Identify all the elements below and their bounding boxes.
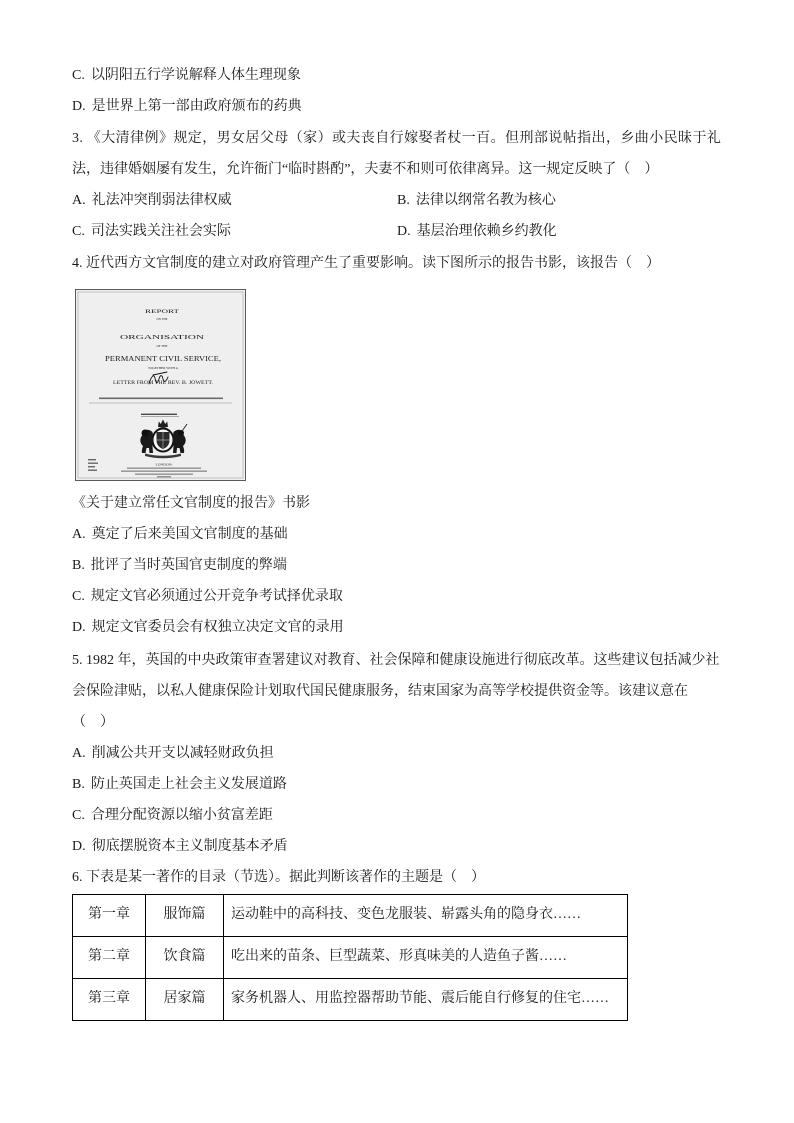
option-label: D. (72, 99, 86, 114)
question-2-options (72, 60, 722, 122)
section-cell: 饮食篇 (146, 936, 224, 978)
option-c (72, 581, 722, 612)
illegible-print-line (127, 468, 201, 469)
question-6 (72, 862, 722, 1021)
answer-blank: （ ） (72, 714, 114, 730)
option-b (72, 769, 722, 800)
table-row (73, 894, 628, 936)
option-text: 削减公共开支以减轻财政负担 (91, 745, 274, 761)
section-cell: 居家篇 (146, 978, 224, 1020)
lion-mane (142, 430, 149, 437)
option-label: B. (72, 557, 85, 573)
question-3 (72, 123, 722, 247)
question-5 (72, 645, 722, 862)
option-label: C. (72, 68, 85, 83)
question-stem-text: 下表是某一著作的目录（节选）。据此判断该著作的主题是（ ） (86, 870, 485, 885)
illegible-print-line (135, 474, 193, 475)
cover-word-report: REPORT (145, 309, 181, 315)
option-c (72, 60, 722, 91)
question-number: 4. (72, 256, 83, 271)
page-content (72, 60, 722, 1021)
unicorn-head (178, 430, 184, 436)
option-label: A. (72, 193, 86, 208)
illegible-print-line (121, 471, 207, 472)
question-stem-text: 近代西方文官制度的建立对政府管理产生了重要影响。读下图所示的报告书影，该报告（ ） (86, 256, 660, 271)
option-text: 司法实践关注社会实际 (90, 224, 231, 239)
question-stem-line (72, 123, 722, 154)
cover-word-together: TOGETHER WITH A (148, 366, 179, 370)
illegible-print-line (141, 414, 177, 415)
figure-caption: 《关于建立常任文官制度的报告》书影 (72, 495, 310, 511)
contents-cell: 家务机器人、用监控器帮助节能、震后能自行修复的住宅…… (224, 978, 628, 1020)
option-label: D. (72, 619, 86, 635)
question-stem-text: 会保险津贴，以私人健康保险计划取代国民健康服务，结束国家为高等学校提供资金等。该建议意在 (72, 683, 688, 699)
option-text: 礼法冲突削弱法律权威 (91, 193, 232, 208)
question-stem-line (72, 707, 722, 738)
chapter-cell: 第二章 (73, 936, 146, 978)
option-label: B. (72, 776, 85, 792)
option-a (72, 519, 722, 550)
option-b (397, 185, 722, 216)
report-cover-image (75, 289, 246, 481)
option-row (72, 185, 722, 216)
question-stem-text: 《大清律例》规定，男女居父母（家）或夫丧自行嫁娶者杖一百。但刑部说帖指出，乡曲小民昧于礼 (86, 131, 722, 146)
option-text: 以阴阳五行学说解释人体生理现象 (90, 68, 301, 83)
option-d (72, 831, 722, 862)
question-stem-text: 1982 年，英国的中央政策审查署建议对教育、社会保障和健康设施进行彻底改革。这些建议包括减少社 (86, 652, 720, 668)
question-stem-text: 法，违律婚姻屡有发生，允许衙门“临时斟酌”，夫妻不和则可依律离异。这一规定反映了（ ） (72, 162, 659, 177)
cover-title: PERMANENT CIVIL SERVICE, (105, 354, 222, 363)
question-number: 6. (72, 870, 83, 885)
corner-mark (88, 463, 98, 464)
table-row (73, 978, 628, 1020)
question-stem-line (72, 862, 722, 893)
option-d (72, 91, 722, 122)
option-c (72, 216, 397, 247)
contents-table (72, 894, 628, 1021)
option-label: A. (72, 745, 86, 761)
cover-letter-line: LETTER FROM THE REV. B. JOWETT. (113, 381, 213, 386)
option-label: C. (72, 807, 85, 823)
option-text: 规定文官委员会有权独立决定文官的录用 (91, 619, 344, 635)
option-b (72, 550, 722, 581)
option-text: 合理分配资源以缩小贫富差距 (90, 807, 273, 823)
corner-mark (88, 466, 95, 467)
question-number: 5. (72, 652, 83, 668)
question-stem-line (72, 676, 722, 707)
contents-cell: 吃出来的苗条、巨型蔬菜、形真味美的人造鱼子酱…… (224, 936, 628, 978)
option-c (72, 800, 722, 831)
option-text: 防止英国走上社会主义发展道路 (90, 776, 287, 792)
cover-word-on-the: ON THE (156, 317, 168, 321)
question-4 (72, 248, 722, 643)
illegible-print-line (99, 398, 223, 400)
cover-word-of-the: OF THE (156, 344, 168, 348)
option-label: C. (72, 224, 85, 239)
cover-imprint: LONDON: (155, 462, 173, 467)
option-label: D. (72, 838, 86, 854)
option-text: 法律以纲常名教为核心 (415, 193, 556, 208)
illegible-print-line (157, 476, 171, 477)
option-text: 奠定了后来美国文官制度的基础 (91, 526, 288, 542)
option-text: 规定文官必须通过公开竞争考试择优录取 (90, 588, 343, 604)
question-stem-line (72, 154, 722, 185)
option-label: D. (397, 224, 411, 239)
corner-mark (88, 470, 97, 471)
option-text: 彻底摆脱资本主义制度基本矛盾 (91, 838, 288, 854)
option-row (72, 216, 722, 247)
cover-word-organisation: ORGANISATION (120, 334, 205, 341)
option-text: 批评了当时英国官吏制度的弊端 (90, 557, 287, 573)
chapter-cell: 第三章 (73, 978, 146, 1020)
option-text: 是世界上第一部由政府颁布的药典 (91, 99, 302, 114)
question-stem-line (72, 248, 722, 279)
option-d (72, 612, 722, 643)
option-text: 基层治理依赖乡约教化 (416, 224, 557, 239)
option-d (397, 216, 722, 247)
report-cover-figure (75, 289, 246, 481)
chapter-cell: 第一章 (73, 894, 146, 936)
contents-cell: 运动鞋中的高科技、变色龙服装、崭露头角的隐身衣…… (224, 894, 628, 936)
option-label: A. (72, 526, 86, 542)
table-row (73, 936, 628, 978)
option-a (72, 738, 722, 769)
option-label: C. (72, 588, 85, 604)
question-number: 3. (72, 131, 84, 146)
question-stem-line (72, 645, 722, 676)
option-a (72, 185, 397, 216)
option-label: B. (397, 193, 410, 208)
corner-mark (88, 459, 96, 460)
section-cell: 服饰篇 (146, 894, 224, 936)
